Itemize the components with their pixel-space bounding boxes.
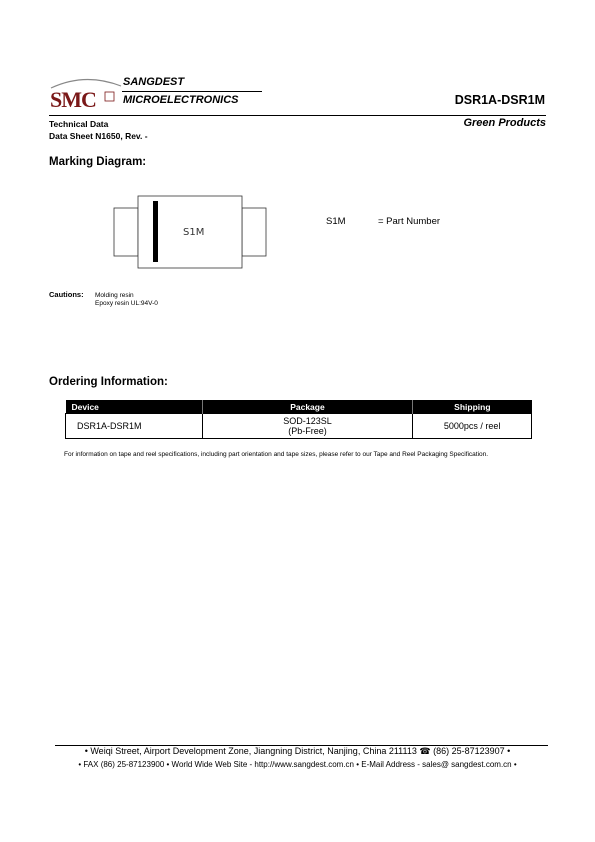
package-name: SOD-123SL	[283, 416, 332, 426]
caution-molding: Molding resin	[95, 292, 134, 299]
marking-heading: Marking Diagram:	[49, 156, 147, 168]
brand-subtitle: MICROELECTRONICS	[123, 94, 239, 106]
package-marking-diagram	[113, 195, 267, 270]
svg-text:SMC: SMC	[50, 87, 96, 112]
part-number-title: DSR1A-DSR1M	[454, 93, 545, 107]
data-sheet-number: Data Sheet N1650, Rev. -	[49, 131, 148, 141]
caution-epoxy: Epoxy resin UL:94V-0	[95, 300, 158, 307]
header-rule	[49, 115, 546, 116]
cautions-label: Cautions:	[49, 290, 84, 299]
marking-description: = Part Number	[378, 216, 441, 227]
column-header-package: Package	[202, 400, 412, 414]
brand-divider	[122, 91, 262, 92]
footer-contact: • FAX (86) 25-87123900 • World Wide Web Site - http://www.sangdest.com.cn • E-Mail Address - sales@ sangdest.com.cn •	[78, 760, 517, 769]
brand-name: SANGDEST	[123, 76, 185, 88]
technical-data-label: Technical Data	[49, 119, 109, 129]
cell-shipping: 5000pcs / reel	[413, 414, 532, 439]
ordering-heading: Ordering Information:	[49, 376, 168, 388]
green-products-label: Green Products	[463, 117, 546, 129]
column-header-shipping: Shipping	[413, 400, 532, 414]
marking-code: S1M	[326, 216, 346, 227]
ordering-table	[65, 400, 532, 439]
table-header-row	[66, 400, 532, 414]
cell-package	[202, 414, 412, 439]
tape-reel-note: For information on tape and reel specifications, including part orientation and tape sizes, please refer to our Tape and Reel Packaging Specification.	[64, 451, 489, 458]
cell-device: DSR1A-DSR1M	[66, 414, 203, 439]
chip-marking-text: S1M	[183, 227, 205, 238]
footer-address: • Weiqi Street, Airport Development Zone, Jiangning District, Nanjing, China 211113 ☎ (86) 25-87123907 •	[84, 746, 511, 756]
table-row	[66, 414, 532, 439]
package-note: (Pb-Free)	[288, 426, 327, 436]
smc-logo	[47, 74, 123, 112]
column-header-device: Device	[66, 400, 203, 414]
